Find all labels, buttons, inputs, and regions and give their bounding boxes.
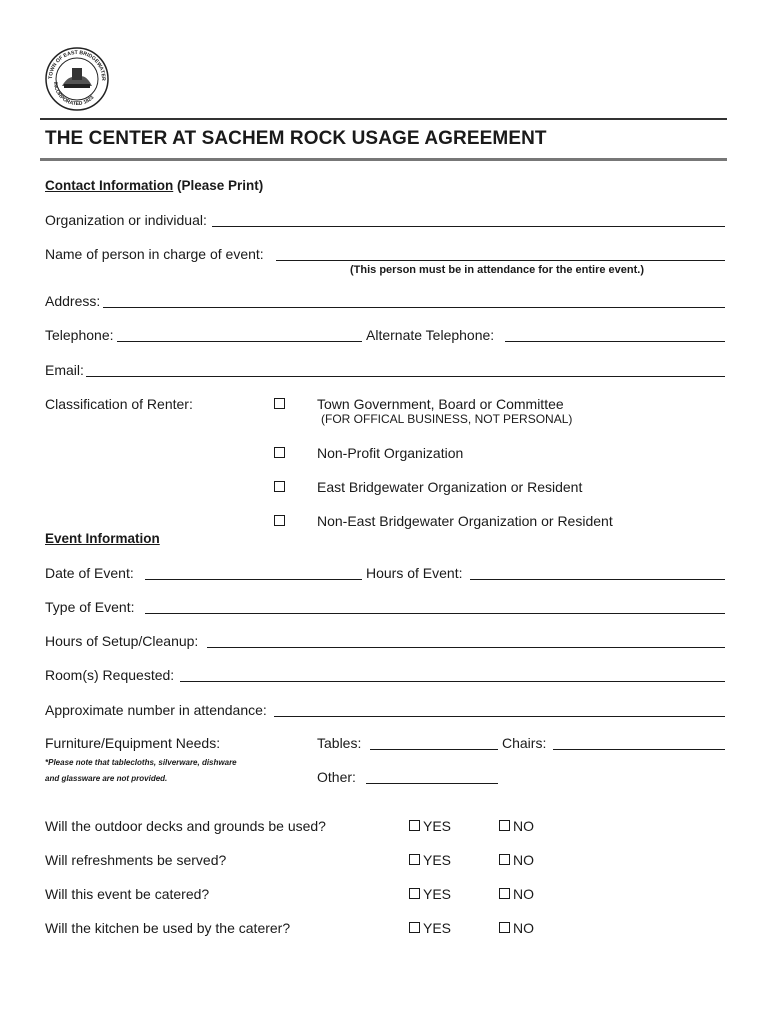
telephone-field[interactable]	[117, 341, 362, 342]
other-field[interactable]	[366, 783, 498, 784]
date-field[interactable]	[145, 579, 362, 580]
furniture-label: Furniture/Equipment Needs:	[45, 735, 221, 751]
question-refreshments-no[interactable]: NO	[499, 852, 534, 868]
title-bottom-rule	[40, 158, 727, 161]
classification-checkbox-eb[interactable]	[274, 481, 285, 492]
classification-option-town: Town Government, Board or Committee	[317, 396, 564, 412]
checkbox-icon	[499, 922, 510, 933]
tables-field[interactable]	[370, 749, 498, 750]
other-label: Other:	[317, 769, 356, 785]
email-label: Email:	[45, 362, 84, 378]
question-refreshments-yes[interactable]: YES	[409, 852, 451, 868]
rooms-field[interactable]	[180, 681, 725, 682]
rooms-label: Room(s) Requested:	[45, 667, 175, 683]
question-catered: Will this event be catered?	[45, 886, 210, 902]
address-field[interactable]	[103, 307, 725, 308]
classification-checkbox-nonprofit[interactable]	[274, 447, 285, 458]
date-label: Date of Event:	[45, 565, 134, 581]
classification-label: Classification of Renter:	[45, 396, 193, 412]
classification-option-town-note: (FOR OFFICAL BUSINESS, NOT PERSONAL)	[321, 412, 573, 426]
checkbox-icon	[409, 888, 420, 899]
setup-label: Hours of Setup/Cleanup:	[45, 633, 199, 649]
type-field[interactable]	[145, 613, 725, 614]
question-refreshments: Will refreshments be served?	[45, 852, 227, 868]
checkbox-icon	[499, 854, 510, 865]
org-field[interactable]	[212, 226, 725, 227]
question-kitchen-no[interactable]: NO	[499, 920, 534, 936]
seal-bottom-text: INCORPORATED 1823	[51, 81, 96, 108]
question-catered-yes[interactable]: YES	[409, 886, 451, 902]
event-heading-text: Event Information	[45, 531, 160, 546]
email-field[interactable]	[86, 376, 725, 377]
org-label: Organization or individual:	[45, 212, 207, 228]
attendance-label: Approximate number in attendance:	[45, 702, 267, 718]
setup-field[interactable]	[207, 647, 725, 648]
tables-label: Tables:	[317, 735, 362, 751]
contact-heading	[45, 178, 263, 193]
attendance-field[interactable]	[274, 716, 725, 717]
person-label: Name of person in charge of event:	[45, 246, 264, 262]
question-decks-no[interactable]: NO	[499, 818, 534, 834]
town-seal-logo	[44, 46, 110, 112]
chairs-field[interactable]	[553, 749, 725, 750]
question-decks: Will the outdoor decks and grounds be used?	[45, 818, 326, 834]
classification-option-non-eb: Non-East Bridgewater Organization or Resident	[317, 513, 613, 529]
title-top-rule	[40, 118, 727, 120]
type-label: Type of Event:	[45, 599, 135, 615]
telephone-label: Telephone:	[45, 327, 114, 343]
hours-field[interactable]	[470, 579, 725, 580]
checkbox-icon	[409, 854, 420, 865]
event-heading	[45, 531, 160, 546]
question-decks-yes[interactable]: YES	[409, 818, 451, 834]
classification-option-nonprofit: Non-Profit Organization	[317, 445, 464, 461]
checkbox-icon	[409, 922, 420, 933]
hours-label: Hours of Event:	[366, 565, 463, 581]
furniture-note-1: *Please note that tablecloths, silverware, dishware	[45, 758, 237, 767]
alt-telephone-field[interactable]	[505, 341, 725, 342]
furniture-note-2: and glassware are not provided.	[45, 774, 168, 783]
question-catered-no[interactable]: NO	[499, 886, 534, 902]
question-kitchen-yes[interactable]: YES	[409, 920, 451, 936]
classification-option-eb: East Bridgewater Organization or Resident	[317, 479, 583, 495]
checkbox-icon	[499, 820, 510, 831]
checkbox-icon	[499, 888, 510, 899]
contact-heading-text: Contact Information	[45, 178, 174, 193]
question-kitchen: Will the kitchen be used by the caterer?	[45, 920, 291, 936]
person-field[interactable]	[276, 260, 725, 261]
contact-heading-suffix: (Please Print)	[177, 178, 264, 193]
chairs-label: Chairs:	[502, 735, 547, 751]
address-label: Address:	[45, 293, 101, 309]
classification-checkbox-town[interactable]	[274, 398, 285, 409]
page-title: THE CENTER AT SACHEM ROCK USAGE AGREEMENT	[45, 128, 547, 149]
classification-checkbox-non-eb[interactable]	[274, 515, 285, 526]
checkbox-icon	[409, 820, 420, 831]
person-note: (This person must be in attendance for the entire event.)	[350, 264, 644, 276]
seal-top-text: TOWN OF EAST BRIDGEWATER	[47, 49, 107, 81]
alt-telephone-label: Alternate Telephone:	[366, 327, 495, 343]
